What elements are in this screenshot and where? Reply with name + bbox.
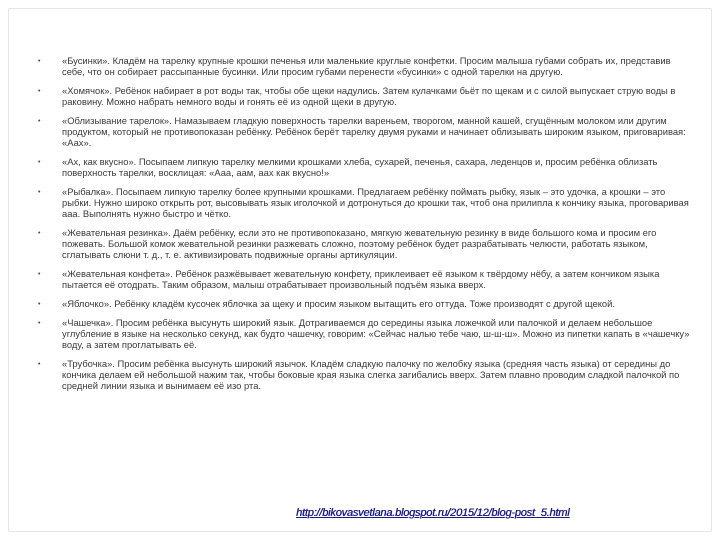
list-item [34, 115, 694, 149]
list-item-text: «Чашечка». Просим ребёнка высунуть широкий язык. Дотрагиваемся до середины языка ложечкой или палочкой и делаем небольшое углубление в языке на несколько секунд, как будто чашечку, говорим: «Сейчас налью тебе чаю, ш-ш-ш». Можно из пипетки капать в «чашечку» воду, а затем проглатывать её. [62, 316, 690, 351]
bullet-icon: • [38, 58, 41, 65]
list-item-text: «Жевательная конфета». Ребёнок разжёвывает жевательную конфету, приклеивает её языком к твёрдому нёбу, а затем кончиком языка пытается её отодрать. Таким образом, малыш отрабатывает произвольный подъём языка вверх. [62, 268, 660, 291]
list-item-text: «Ах, как вкусно». Посыпаем липкую тарелку мелкими крошками хлеба, сухарей, печенья, сахара, леденцов и, просим ребёнка облизать поверхность тарелки, восклицая: «Ааа, аам, аах как вкусно!» [62, 155, 658, 179]
bullet-icon: • [38, 87, 41, 95]
list-item-text: «Рыбалка». Посыпаем липкую тарелку более крупными крошками. Предлагаем ребёнку поймать рыбку, язык – это удочка, а крошки – это рыбки. Нужно широко открыть рот, высовывать язык иголочкой и дотронуться до крошки так, чтоб она прилипла к кончику языка, проговаривая ааа. Выполнять нужно быстро и чётко. [62, 185, 689, 220]
list-item [34, 186, 694, 220]
list-item-text: «Яблочко». Ребёнку кладём кусочек яблочка за щеку и просим языком вытащить его оттуда. Тоже производят с другой щекой. [62, 297, 615, 309]
list-item-text: «Бусинки». Кладём на тарелку крупные крошки печенья или маленькие круглые конфетки. Просим малыша губами собрать их, представив себе, что он собирает рассыпанные бусинки. Или просим губами перенести «бусинки» с одной тарелки на другую. [62, 55, 671, 78]
list-item-text: «Трубочка». Просим ребёнка высунуть широкий язычок. Кладём сладкую палочку по желобку языка (средняя часть языка) от середины до кончика делаем ей небольшой нажим так, чтобы боковые края языка слегка загибались вверх. Затем плавно проводим сладкой палочкой по средней линии языка и вынимаем её изо рта. [62, 357, 680, 392]
bullet-icon: • [38, 188, 41, 196]
bullet-icon: • [38, 117, 41, 125]
list-item [34, 358, 694, 392]
bullet-icon: • [38, 360, 41, 368]
list-item-text: «Жевательная резинка». Даём ребёнку, если это не противопоказано, мягкую жевательную резинку в виде большого кома и просим его пожевать. Большой комок жевательной резинки разжевать сложно, поэтому ребёнок будет разрабатывать челюсти, работать языком, сглатывать слюни т. д., т. е. активизировать подвижные органы артикуляции. [62, 226, 657, 261]
bullet-icon: • [38, 158, 41, 166]
exercise-list [34, 55, 694, 399]
list-item [34, 85, 694, 107]
source-link[interactable]: http://bikovasvetlana.blogspot.ru/2015/12/blog-post_5.html [296, 507, 570, 519]
bullet-icon: • [38, 319, 41, 327]
list-item-text: «Облизывание тарелок». Намазываем гладкую поверхность тарелки вареньем, творогом, манной кашей, сгущённым молоком или другим продуктом, который не противопоказан ребёнку. Ребёнок берёт тарелку двумя руками и начинает облизывать широким языком, приговаривая: «Аах». [62, 114, 686, 149]
list-item-text: «Хомячок». Ребёнок набирает в рот воды так, чтобы обе щеки надулись. Затем кулачками бьёт по щекам и с силой выпускает струю воды в раковину. Можно набрать немного воды и гонять её из одной щеки в другую. [62, 84, 676, 108]
bullet-icon: • [38, 229, 41, 237]
list-item [34, 268, 694, 290]
list-item [34, 156, 694, 178]
list-item [34, 227, 694, 261]
bullet-icon: • [38, 300, 41, 308]
list-item [34, 55, 694, 77]
list-item [34, 298, 694, 309]
bullet-icon: • [38, 271, 41, 279]
list-item [34, 317, 694, 351]
